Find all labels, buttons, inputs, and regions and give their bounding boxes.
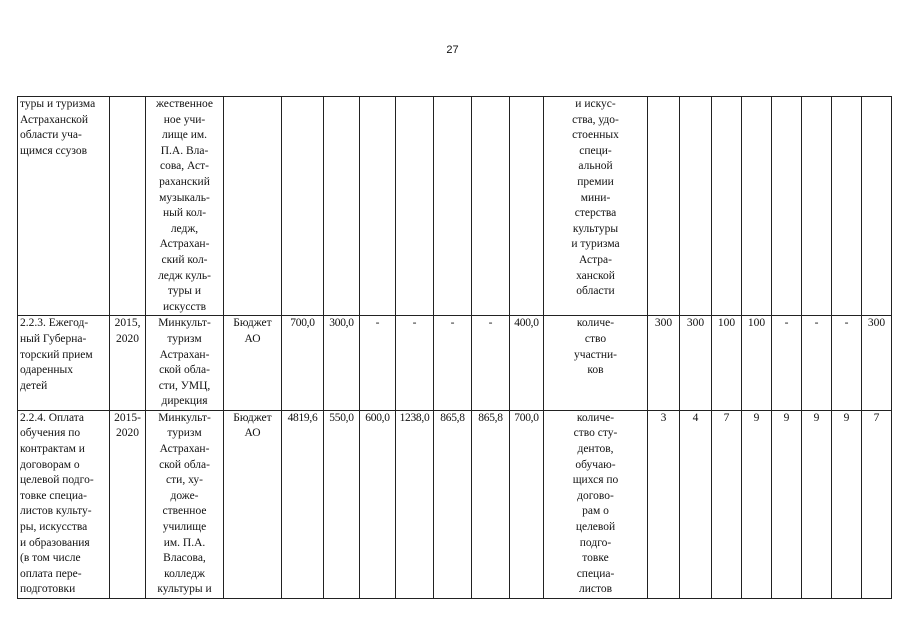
years-cell <box>110 97 146 316</box>
amount-cell-2015: 300,0 <box>324 316 360 411</box>
indicator-value-cell <box>712 97 742 316</box>
indicator-value-cell: 9 <box>802 410 832 598</box>
indicator-value-cell: 100 <box>712 316 742 411</box>
amount-cell-2017: - <box>396 316 434 411</box>
amount-cell-2019: - <box>472 316 510 411</box>
amount-cell-2016: 600,0 <box>360 410 396 598</box>
amount-cell-2016: - <box>360 316 396 411</box>
indicator-value-cell: 300 <box>648 316 680 411</box>
amount-cell-total <box>282 97 324 316</box>
indicator-value-cell: 3 <box>648 410 680 598</box>
executor-cell: Минкульт- туризм Астрахан- ской обла- сти, ху- доже- ственное училище им. П.А. Власова, колледж культуры и <box>146 410 224 598</box>
activity-name-cell: 2.2.4. Оплата обучения по контрактам и договорам о целевой подго- товке специа- листов культу- ры, искусства и образования (в том числе оплата пере- подготовки <box>18 410 110 598</box>
activity-name-cell: 2.2.3. Ежегод- ный Губерна- торский прием одаренных детей <box>18 316 110 411</box>
years-cell: 2015, 2020 <box>110 316 146 411</box>
amount-cell-2020: 400,0 <box>510 316 544 411</box>
executor-cell: Минкульт- туризм Астрахан- ской обла- сти, УМЦ, дирекция <box>146 316 224 411</box>
amount-cell-2018 <box>434 97 472 316</box>
amount-cell-2016 <box>360 97 396 316</box>
amount-cell-2018: - <box>434 316 472 411</box>
indicator-value-cell: 300 <box>680 316 712 411</box>
indicator-value-cell: - <box>772 316 802 411</box>
funding-source-cell <box>224 97 282 316</box>
page-number: 27 <box>446 44 459 56</box>
indicator-value-cell <box>862 97 892 316</box>
indicator-value-cell <box>680 97 712 316</box>
amount-cell-2015 <box>324 97 360 316</box>
amount-cell-total: 4819,6 <box>282 410 324 598</box>
amount-cell-2017: 1238,0 <box>396 410 434 598</box>
indicator-cell: количе- ство сту- дентов, обучаю- щихся по догово- рам о целевой подго- товке специа- листов <box>544 410 648 598</box>
indicator-value-cell: 7 <box>712 410 742 598</box>
indicator-cell: количе- ство участни- ков <box>544 316 648 411</box>
indicator-value-cell: 9 <box>832 410 862 598</box>
amount-cell-2015: 550,0 <box>324 410 360 598</box>
amount-cell-2019 <box>472 97 510 316</box>
amount-cell-2018: 865,8 <box>434 410 472 598</box>
years-cell: 2015- 2020 <box>110 410 146 598</box>
indicator-value-cell: 9 <box>742 410 772 598</box>
indicator-value-cell: 7 <box>862 410 892 598</box>
indicator-value-cell <box>648 97 680 316</box>
amount-cell-total: 700,0 <box>282 316 324 411</box>
indicator-value-cell: 100 <box>742 316 772 411</box>
indicator-value-cell <box>742 97 772 316</box>
funding-source-cell: Бюджет АО <box>224 316 282 411</box>
table-row <box>18 316 892 411</box>
amount-cell-2017 <box>396 97 434 316</box>
indicator-value-cell: - <box>802 316 832 411</box>
table-row <box>18 410 892 598</box>
indicator-value-cell: 300 <box>862 316 892 411</box>
funding-source-cell: Бюджет АО <box>224 410 282 598</box>
table-row <box>18 97 892 316</box>
activity-name-cell: туры и туризма Астраханской области уча- щимся ссузов <box>18 97 110 316</box>
indicator-value-cell: 9 <box>772 410 802 598</box>
amount-cell-2020: 700,0 <box>510 410 544 598</box>
program-table <box>17 96 892 599</box>
indicator-value-cell <box>802 97 832 316</box>
amount-cell-2020 <box>510 97 544 316</box>
indicator-value-cell: 4 <box>680 410 712 598</box>
indicator-cell: и искус- ства, удо- стоенных специ- альной премии мини- стерства культуры и туризма Астра- ханской области <box>544 97 648 316</box>
indicator-value-cell <box>832 97 862 316</box>
amount-cell-2019: 865,8 <box>472 410 510 598</box>
indicator-value-cell <box>772 97 802 316</box>
indicator-value-cell: - <box>832 316 862 411</box>
executor-cell: жественное ное учи- лище им. П.А. Вла- сова, Аст- раханский музыкаль- ный кол- ледж, Астрахан- ский кол- ледж куль- туры и искусств <box>146 97 224 316</box>
